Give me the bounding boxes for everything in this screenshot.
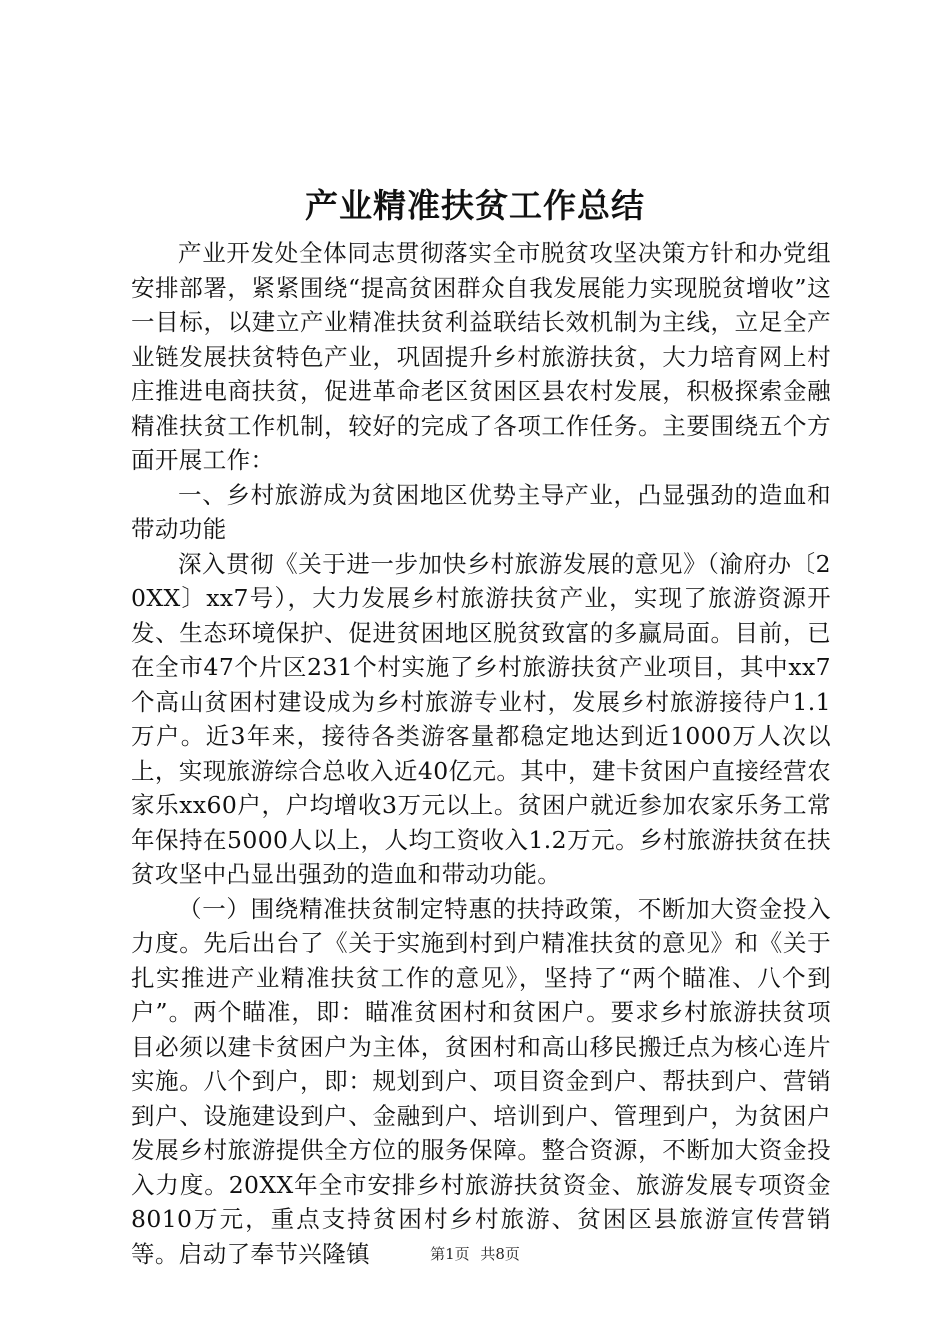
document-body: [131, 236, 831, 1271]
document-title: 产业精准扶贫工作总结: [305, 186, 645, 225]
page-number-current: 第1页: [430, 1245, 470, 1263]
section-heading-1: 一、乡村旅游成为贫困地区优势主导产业，凸显强劲的造血和带动功能: [131, 480, 831, 543]
page-number-total: 共8页: [480, 1245, 520, 1263]
paragraph-policy-support: （一）围绕精准扶贫制定特惠的扶持政策，不断加大资金投入力度。先后出台了《关于实施到村到户精准扶贫的意见》和《关于扎实推进产业精准扶贫工作的意见》，坚持了“两个瞄准、八个到户”。两个瞄准，即：瞄准贫困村和贫困户。要求乡村旅游扶贫项目必须以建卡贫困户为主体，贫困村和高山移民搬迁点为核心连片实施。八个到户，即：规划到户、项目资金到户、帮扶到户、营销到户、设施建设到户、金融到户、培训到户、管理到户，为贫困户发展乡村旅游提供全方位的服务保障。整合资源，不断加大资金投入力度。20XX年全市安排乡村旅游扶贫资金、旅游发展专项资金8010万元，重点支持贫困村乡村旅游、贫困区县旅游宣传营销等。启动了奉节兴隆镇: [131, 894, 831, 1268]
paragraph-intro: 产业开发处全体同志贯彻落实全市脱贫攻坚决策方针和办党组安排部署，紧紧围绕“提高贫困群众自我发展能力实现脱贫增收”这一目标，以建立产业精准扶贫利益联结长效机制为主线，立足全产业链发展扶贫特色产业，巩固提升乡村旅游扶贫，大力培育网上村庄推进电商扶贫，促进革命老区贫困区县农村发展，积极探索金融精准扶贫工作机制，较好的完成了各项工作任务。主要围绕五个方面开展工作：: [131, 239, 831, 474]
paragraph-rural-tourism: 深入贯彻《关于进一步加快乡村旅游发展的意见》（渝府办〔20XX〕xx7号），大力发展乡村旅游扶贫产业，实现了旅游资源开发、生态环境保护、促进贫困地区脱贫致富的多赢局面。目前，已在全市47个片区231个村实施了乡村旅游扶贫产业项目，其中xx7个高山贫困村建设成为乡村旅游专业村，发展乡村旅游接待户1.1万户。近3年来，接待各类游客量都稳定地达到近1000万人次以上，实现旅游综合总收入近40亿元。其中，建卡贫困户直接经营农家乐xx60户，户均增收3万元以上。贫困户就近参加农家乐务工常年保持在5000人以上，人均工资收入1.2万元。乡村旅游扶贫在扶贫攻坚中凸显出强劲的造血和带动功能。: [131, 549, 831, 888]
page-footer: [0, 1244, 950, 1264]
